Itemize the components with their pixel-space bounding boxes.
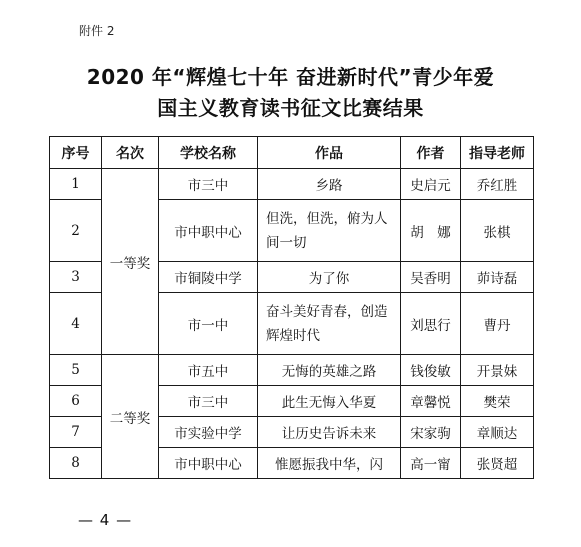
cell-work: 但洗，但洗，俯为人间一切 (258, 200, 401, 262)
attachment-label: 附件 2 (79, 24, 115, 38)
cell-author: 史启元 (401, 169, 461, 200)
cell-teacher: 樊荣 (461, 386, 534, 417)
cell-teacher: 茆诗磊 (461, 262, 534, 293)
cell-school: 市五中 (159, 355, 258, 386)
cell-teacher: 开景妹 (461, 355, 534, 386)
cell-school: 市三中 (159, 386, 258, 417)
cell-no: 1 (50, 169, 102, 200)
header-rank: 名次 (102, 137, 159, 169)
header-school: 学校名称 (159, 137, 258, 169)
cell-school: 市中职中心 (159, 448, 258, 479)
header-no: 序号 (50, 137, 102, 169)
header-author: 作者 (401, 137, 461, 169)
cell-no: 7 (50, 417, 102, 448)
cell-author: 刘思行 (401, 293, 461, 355)
cell-work: 为了你 (258, 262, 401, 293)
cell-no: 3 (50, 262, 102, 293)
cell-no: 8 (50, 448, 102, 479)
cell-school: 市一中 (159, 293, 258, 355)
cell-teacher: 张贤超 (461, 448, 534, 479)
cell-school: 市实验中学 (159, 417, 258, 448)
cell-no: 5 (50, 355, 102, 386)
cell-work: 奋斗美好青春，创造辉煌时代 (258, 293, 401, 355)
header-work: 作品 (258, 137, 401, 169)
cell-teacher: 乔红胜 (461, 169, 534, 200)
cell-author: 章馨悦 (401, 386, 461, 417)
cell-work: 无悔的英雄之路 (258, 355, 401, 386)
cell-rank-group: 二等奖 (102, 355, 159, 479)
cell-work: 让历史告诉未来 (258, 417, 401, 448)
table-row (50, 355, 534, 386)
cell-teacher: 张棋 (461, 200, 534, 262)
cell-school: 市中职中心 (159, 200, 258, 262)
cell-no: 4 (50, 293, 102, 355)
document-title-line2: 国主义教育读书征文比赛结果 (157, 96, 424, 120)
cell-author: 胡 娜 (401, 200, 461, 262)
cell-teacher: 章顺达 (461, 417, 534, 448)
cell-work: 乡路 (258, 169, 401, 200)
header-teacher: 指导老师 (461, 137, 534, 169)
document-title-line1: 2020 年“辉煌七十年 奋进新时代”青少年爱 (86, 65, 495, 89)
cell-teacher: 曹丹 (461, 293, 534, 355)
cell-no: 2 (50, 200, 102, 262)
cell-rank-group: 一等奖 (102, 169, 159, 355)
cell-author: 宋家驹 (401, 417, 461, 448)
cell-no: 6 (50, 386, 102, 417)
page-number: — 4 — (78, 511, 133, 529)
cell-author: 钱俊敏 (401, 355, 461, 386)
cell-work: 此生无悔入华夏 (258, 386, 401, 417)
cell-author: 吴香明 (401, 262, 461, 293)
cell-school: 市铜陵中学 (159, 262, 258, 293)
table-row (50, 169, 534, 200)
cell-school: 市三中 (159, 169, 258, 200)
results-table (49, 136, 534, 479)
cell-work: 惟愿振我中华，闪 (258, 448, 401, 479)
cell-author: 高一甯 (401, 448, 461, 479)
table-header-row (50, 137, 534, 169)
